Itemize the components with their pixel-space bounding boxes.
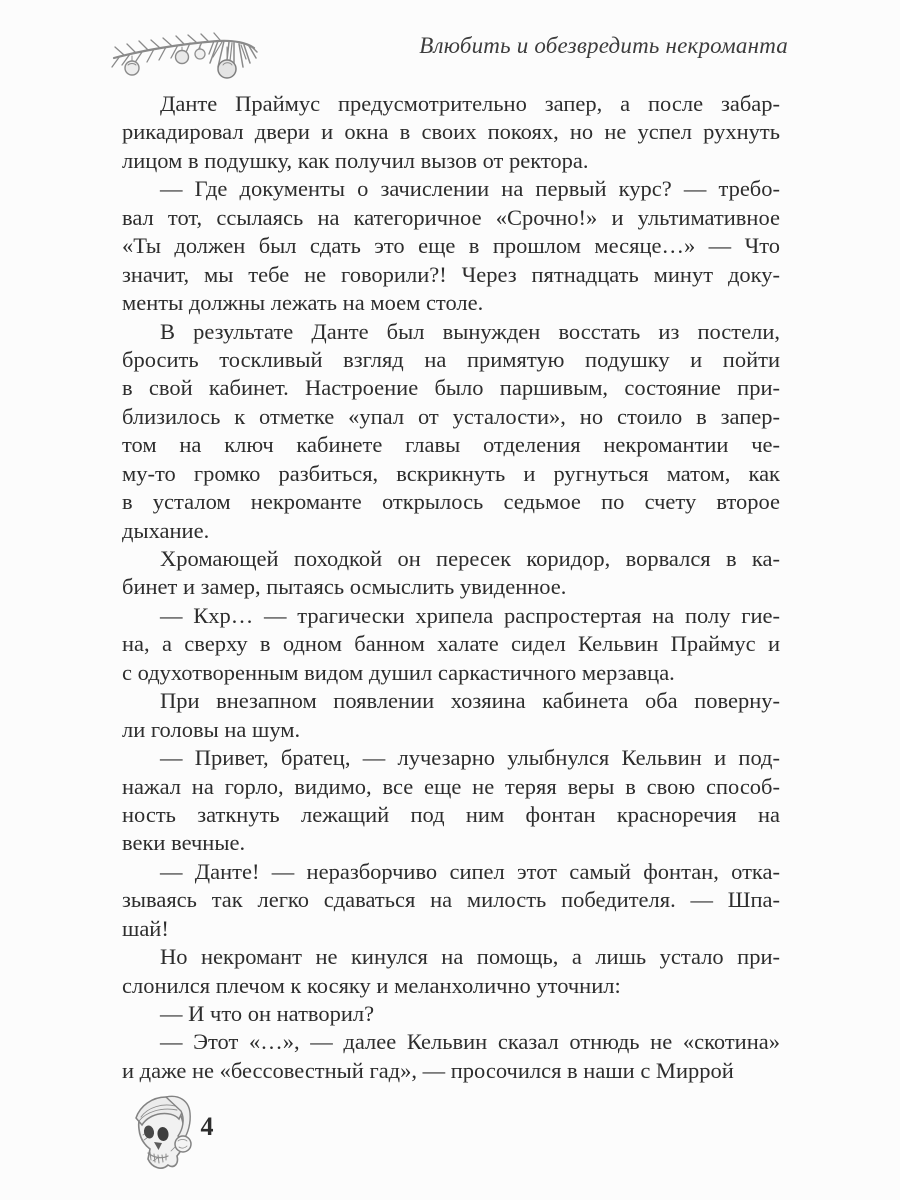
text-line: му-то громко разбиться, вскрикнуть и ругнуться матом, как — [122, 460, 780, 486]
paragraph — [122, 687, 780, 744]
paragraph — [122, 545, 780, 602]
page-number: 4 — [200, 1112, 214, 1141]
text-line: менты должны лежать на моем столе. — [122, 290, 484, 316]
text-line: — Данте! — неразборчиво сипел этот самый фонтан, отка- — [160, 858, 780, 884]
text-line: нажал на горло, видимо, все еще не теряя веры в свою способ- — [122, 773, 780, 799]
text-line: — Привет, братец, — лучезарно улыбнулся Кельвин и под- — [160, 745, 780, 771]
text-line: в усталом некроманте открылось седьмое по счету второе — [122, 489, 780, 515]
text-line: лицом в подушку, как получил вызов от ректора. — [122, 147, 589, 173]
paragraph — [122, 943, 780, 1000]
fir-branch-icon — [110, 27, 258, 83]
text-line: бросить тоскливый взгляд на примятую подушку и пойти — [122, 346, 780, 372]
running-title: Влюбить и обезвредить некроманта — [419, 33, 788, 58]
text-line: — И что он натворил? — [160, 1001, 375, 1026]
text-line: — Где документы о зачислении на первый курс? — требо- — [160, 176, 780, 202]
paragraph — [122, 318, 780, 546]
text-line: ли головы на шум. — [122, 716, 301, 742]
paragraph — [122, 858, 780, 943]
text-line: значит, мы тебе не говорили?! Через пятнадцать минут доку- — [122, 261, 780, 287]
paragraph — [122, 744, 780, 858]
text-line: в свой кабинет. Настроение было паршивым, состояние при- — [122, 375, 780, 401]
text-line: зываясь так легко сдаваться на милость победителя. — Шпа- — [122, 887, 780, 913]
text-line: вал тот, ссылаясь на категоричное «Срочно!» и ультимативное — [122, 204, 780, 230]
text-line: близилось к отметке «упал от усталости», но стоило в запер- — [122, 403, 780, 429]
text-line: том на ключ кабинете главы отделения некромантии че- — [122, 432, 780, 458]
text-line: рикадировал двери и окна в своих покоях, но не успел рухнуть — [122, 119, 780, 145]
text-line: При внезапном появлении хозяина кабинета оба поверну- — [160, 688, 780, 714]
santa-skull-icon — [131, 1091, 197, 1175]
paragraph — [122, 175, 780, 317]
text-line: Хромающей походкой он пересек коридор, ворвался в ка- — [160, 546, 780, 571]
text-line: на, а сверху в одном банном халате сидел Кельвин Праймус и — [122, 631, 780, 657]
text-line: Но некромант не кинулся на помощь, а лишь устало при- — [160, 944, 780, 970]
text-line: бинет и замер, пытаясь осмыслить увиденное. — [122, 574, 567, 600]
paragraph — [122, 1000, 780, 1028]
text-line: слонился плечом к косяку и меланхолично уточнил: — [122, 972, 621, 998]
text-line: с одухотворенным видом душил саркастичного мерзавца. — [122, 659, 675, 685]
paragraph — [122, 90, 780, 175]
text-line: и даже не «бессовестный гад», — просочился в наши с Миррой — [122, 1057, 734, 1083]
text-line: «Ты должен был сдать это еще в прошлом месяце…» — Что — [122, 233, 780, 259]
text-line: — Этот «…», — далее Кельвин сказал отнюдь не «скотина» — [160, 1029, 780, 1055]
paragraph — [122, 602, 780, 687]
text-line: Данте Праймус предусмотрительно запер, а после забар- — [160, 91, 780, 116]
text-line: дыхание. — [122, 517, 210, 543]
text-line: веки вечные. — [122, 830, 246, 856]
text-line: — Кхр… — трагически хрипела распростертая на полу гие- — [160, 602, 780, 628]
text-line: В результате Данте был вынужден восстать из постели, — [160, 318, 780, 344]
paragraph — [122, 1028, 780, 1085]
text-line: ность заткнуть лежащий под ним фонтан красноречия на — [122, 801, 780, 827]
text-column — [122, 90, 780, 1085]
text-line: шай! — [122, 915, 169, 941]
